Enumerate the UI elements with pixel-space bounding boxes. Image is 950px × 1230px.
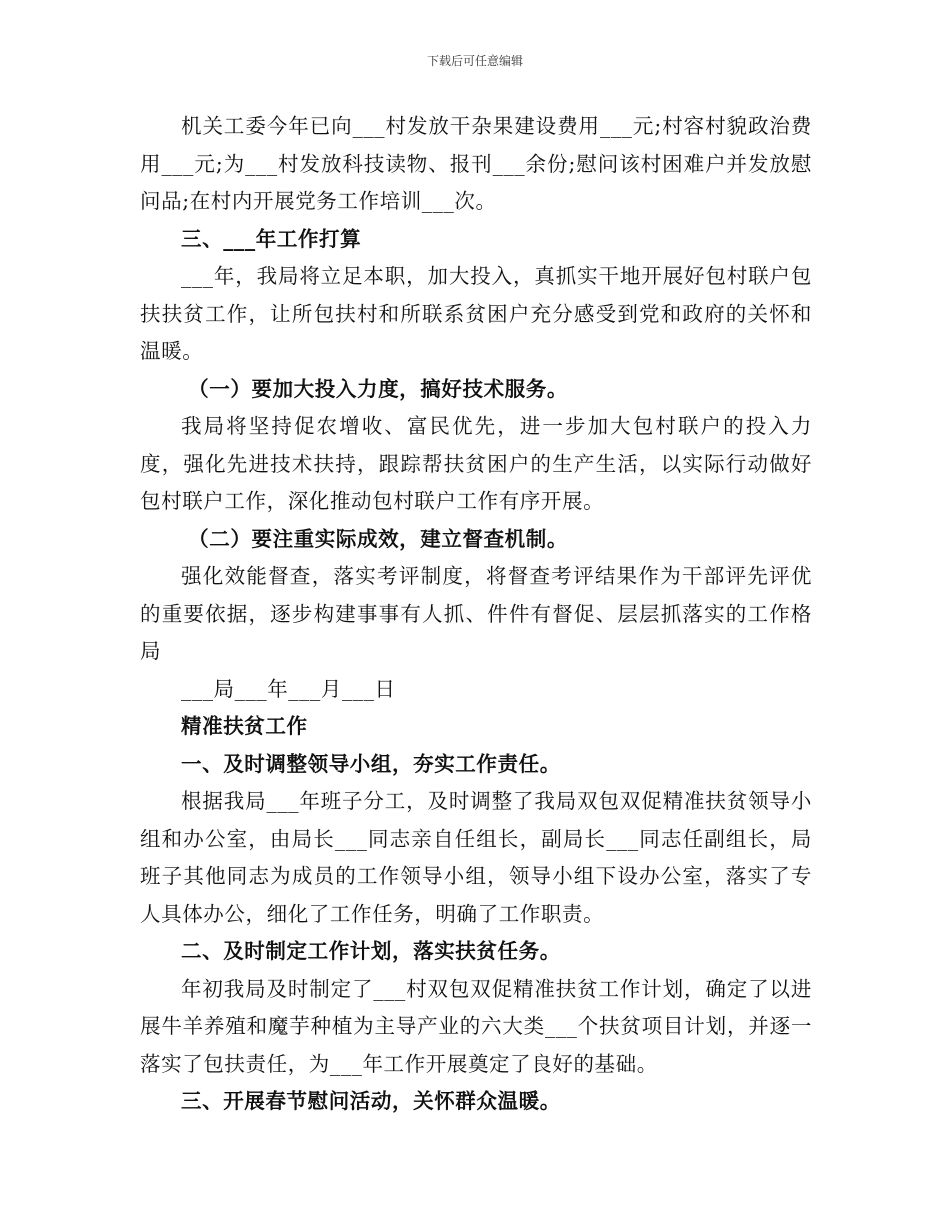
paragraph: ___年，我局将立足本职，加大投入，真抓实干地开展好包村联户包扶扶贫工作，让所包扶村和所联系贫困户充分感受到党和政府的关怀和温暖。: [140, 264, 812, 363]
paragraph: 根据我局___年班子分工，及时调整了我局双包双促精准扶贫领导小组和办公室，由局长___同志亲自任组长，副局长___同志任副组长，局班子其他同志为成员的工作领导小组，领导小组下设办公室，落实了专人具体办公，细化了工作任务，明确了工作职责。: [140, 789, 812, 926]
section-heading: 一、及时调整领导小组，夯实工作责任。: [181, 751, 561, 776]
page-header: 下载后可任意编辑: [426, 54, 523, 68]
paragraph: 年初我局及时制定了___村双包双促精准扶贫工作计划，确定了以进展牛羊养殖和魔芋种植为主导产业的六大类___个扶贫项目计划，并逐一落实了包扶责任，为___年工作开展奠定了良好的基础。: [140, 976, 812, 1076]
paragraph: ___局___年___月___日: [181, 676, 396, 701]
section-heading: （二）要注重实际成效，建立督查机制。: [188, 526, 568, 551]
section-heading: （一）要加大投入力度，搞好技术服务。: [188, 376, 568, 401]
section-heading: 精准扶贫工作: [181, 714, 308, 738]
section-heading: 三、开展春节慰问活动，关怀群众温暖。: [181, 1089, 561, 1113]
paragraph: 机关工委今年已向___村发放干杂果建设费用___元;村容村貌政治费用___元;为___村发放科技读物、报刊___余份;慰问该村困难户并发放慰问品;在村内开展党务工作培训___次。: [140, 114, 812, 213]
document-body: [140, 108, 812, 1121]
section-heading: 二、及时制定工作计划，落实扶贫任务。: [181, 939, 561, 963]
section-heading: 三、___年工作打算: [181, 226, 362, 251]
paragraph: 我局将坚持促农增收、富民优先，进一步加大包村联户的投入力度，强化先进技术扶持，跟踪帮扶贫困户的生产生活，以实际行动做好包村联户工作，深化推动包村联户工作有序开展。: [140, 414, 812, 513]
paragraph: 强化效能督查，落实考评制度，将督查考评结果作为干部评先评优的重要依据，逐步构建事事有人抓、件件有督促、层层抓落实的工作格局: [140, 564, 812, 663]
